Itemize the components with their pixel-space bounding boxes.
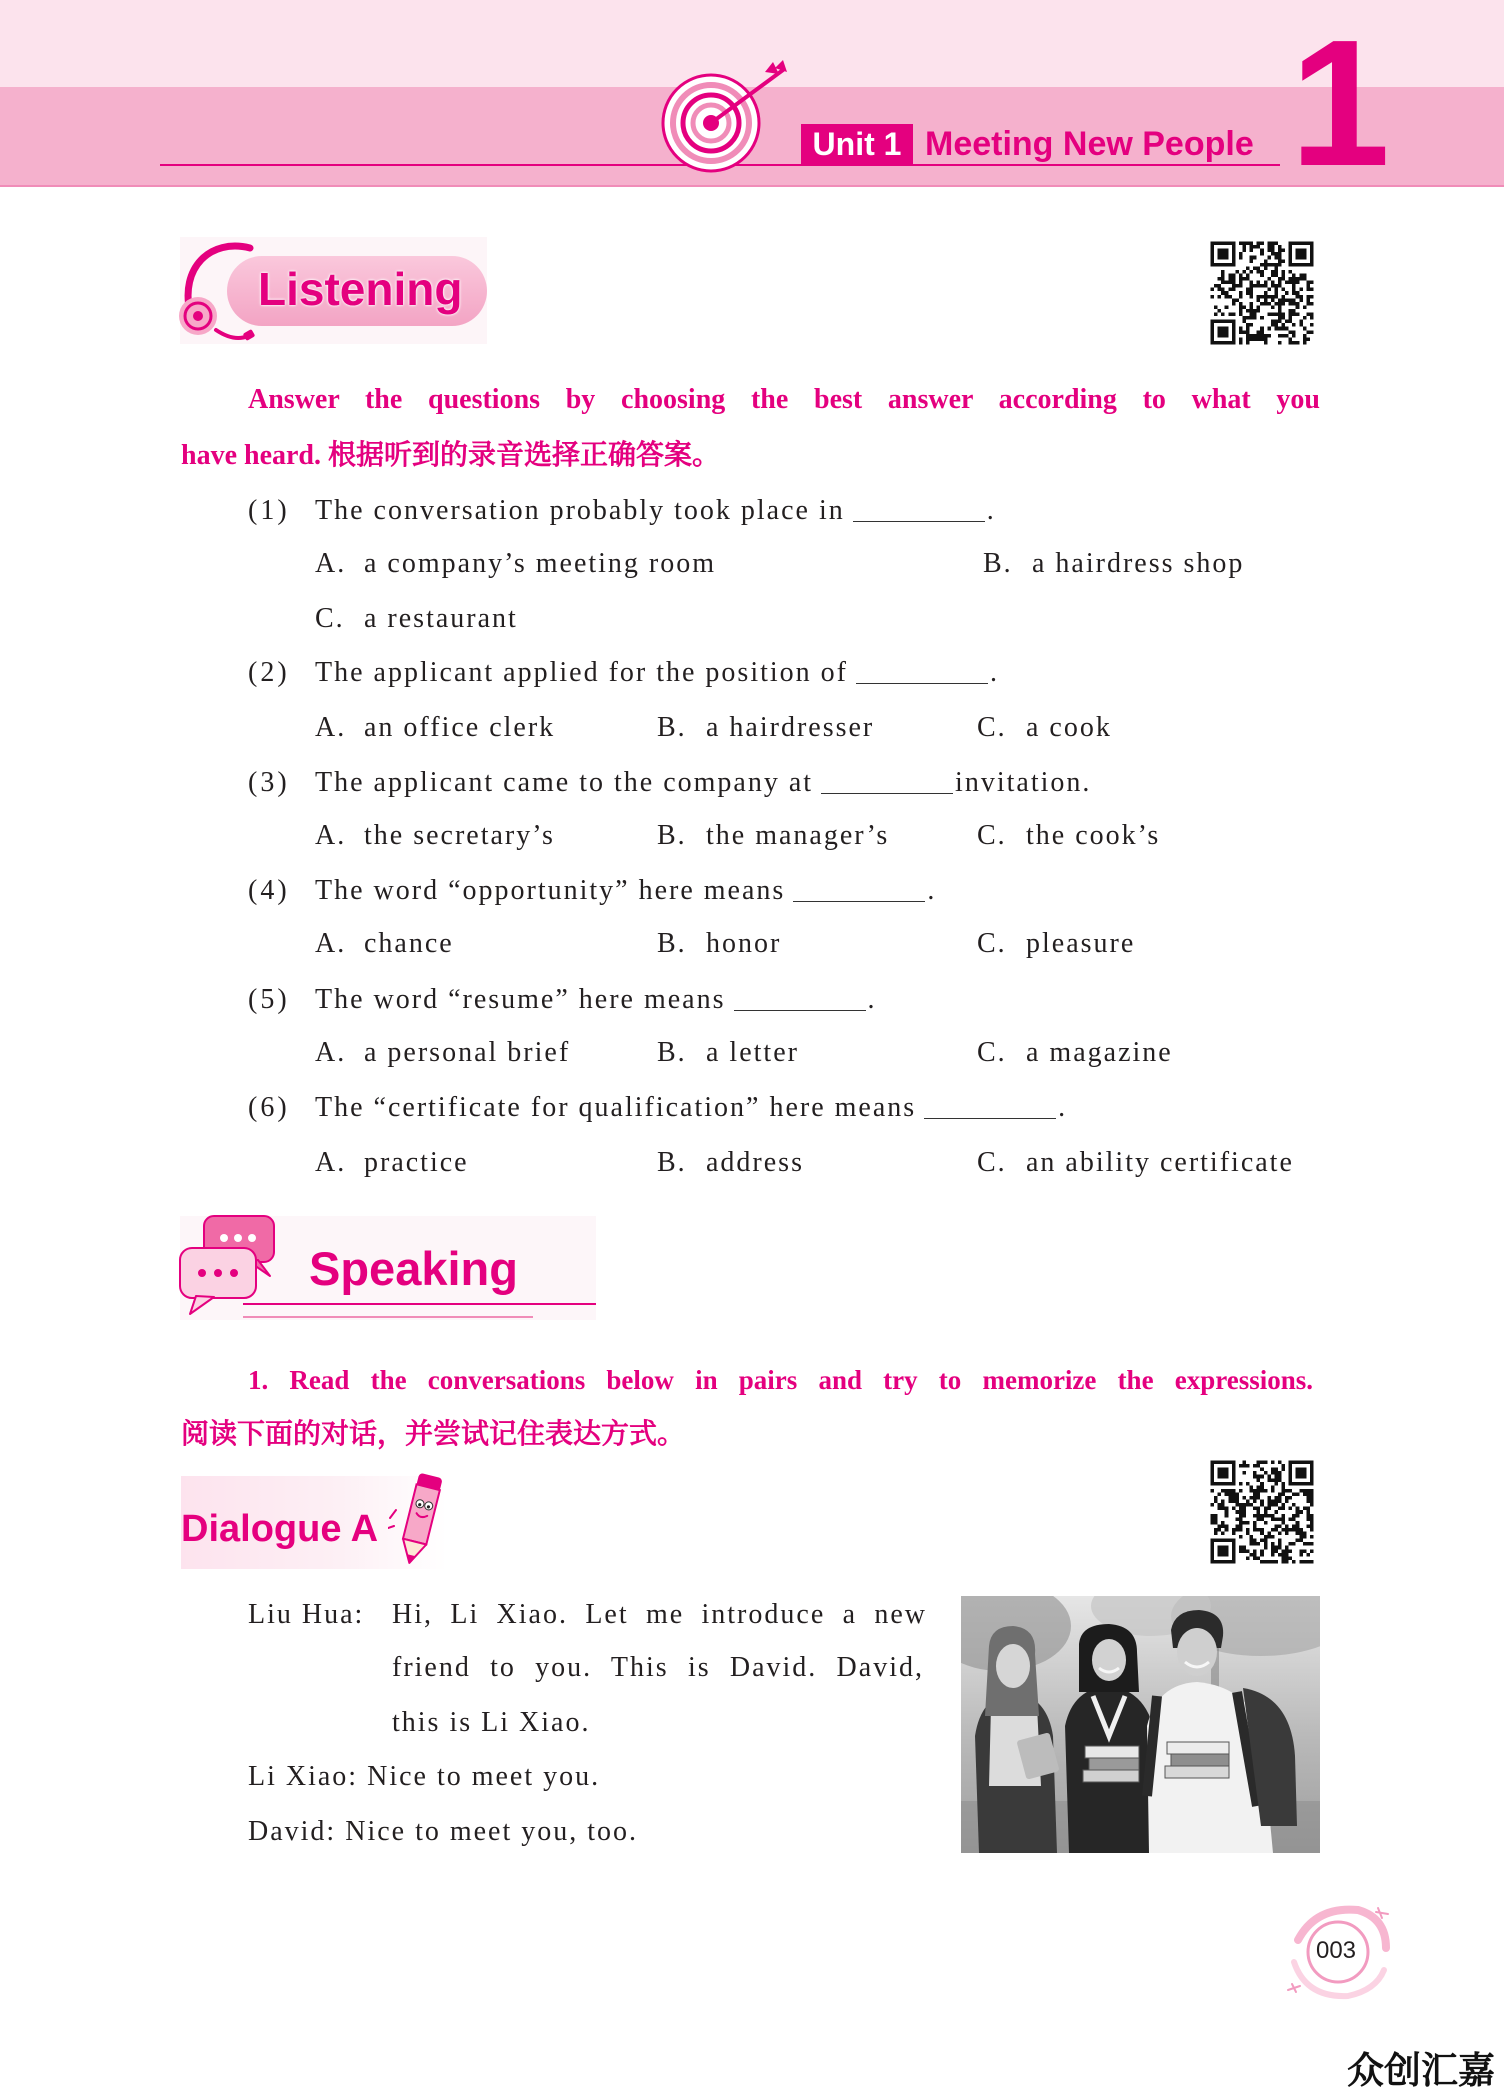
dialogue-line: Nice to meet you. — [367, 1761, 601, 1792]
speaking-instruction-line-1: 1. Read the conversations below in pairs and try to memorize the expressions. — [248, 1365, 1313, 1395]
option-label: B. — [657, 1147, 687, 1178]
target-icon — [655, 58, 795, 180]
header-band-edge — [0, 185, 1504, 187]
answer-blank — [853, 497, 985, 522]
question-stem: The word “resume” here means — [315, 984, 726, 1015]
option-text: the secretary’s — [364, 820, 555, 851]
option-label: A. — [315, 548, 347, 579]
option-label: B. — [657, 820, 687, 851]
option-3c — [977, 816, 1160, 856]
option-text: a company’s meeting room — [364, 548, 717, 579]
option-text: a personal brief — [364, 1037, 571, 1068]
qr-code — [1207, 1456, 1317, 1568]
option-2c — [977, 708, 1112, 748]
option-text: an ability certificate — [1026, 1147, 1294, 1178]
option-6b — [657, 1143, 804, 1183]
question-stem: The word “opportunity” here means — [315, 875, 786, 906]
unit-label: Unit 1 — [801, 124, 913, 164]
option-label: C. — [977, 928, 1007, 959]
question-number: (2) — [248, 657, 290, 688]
question-1 — [248, 491, 996, 531]
option-text: address — [706, 1147, 804, 1178]
listening-instruction-line-1: Answer the questions by choosing the best answer according to what you — [248, 384, 1320, 415]
option-5c — [977, 1033, 1173, 1073]
option-label: B. — [983, 548, 1013, 579]
dialogue-speaker-li-xiao: Li Xiao: — [248, 1761, 359, 1792]
option-text: the manager’s — [706, 820, 890, 851]
listening-title: Listening — [258, 263, 463, 315]
question-stem: The “certificate for qualification” here means — [315, 1092, 917, 1123]
option-5a — [315, 1033, 570, 1073]
question-number: (3) — [248, 767, 290, 798]
question-number: (1) — [248, 495, 290, 526]
question-3 — [248, 763, 1091, 803]
speaking-instruction-line-2: 阅读下面的对话，并尝试记住表达方式。 — [181, 1419, 686, 1450]
option-text: practice — [364, 1147, 469, 1178]
option-label: A. — [315, 928, 347, 959]
unit-number: 1 — [1290, 3, 1391, 204]
answer-blank — [856, 659, 988, 684]
qr-code — [1207, 237, 1317, 349]
dialogue-speaker-david: David: — [248, 1816, 337, 1847]
option-text: pleasure — [1026, 928, 1136, 959]
dialogue-title: Dialogue A — [181, 1508, 379, 1550]
dialogue-line: this is Li Xiao. — [392, 1707, 591, 1738]
option-text: a hairdress shop — [1032, 548, 1245, 579]
answer-blank — [793, 877, 925, 902]
option-5b — [657, 1033, 799, 1073]
option-label: B. — [657, 712, 687, 743]
option-4c — [977, 924, 1135, 964]
option-label: C. — [977, 820, 1007, 851]
option-label: C. — [977, 712, 1007, 743]
dialogue-speaker-liu-hua: Liu Hua: — [248, 1599, 365, 1630]
option-text: a hairdresser — [706, 712, 875, 743]
option-2a — [315, 708, 555, 748]
option-1a — [315, 544, 716, 584]
question-number: (5) — [248, 984, 290, 1015]
option-1c — [315, 599, 518, 639]
question-ending: . — [1058, 1092, 1068, 1123]
option-text: a restaurant — [364, 603, 518, 634]
question-stem: The applicant came to the company at — [315, 767, 814, 798]
dialogue-row-david — [248, 1812, 638, 1852]
question-2 — [248, 653, 999, 693]
answer-blank — [821, 769, 953, 794]
listening-instruction-line-2: have heard. 根据听到的录音选择正确答案。 — [181, 440, 721, 471]
option-text: a magazine — [1026, 1037, 1173, 1068]
option-label: C. — [977, 1147, 1007, 1178]
question-6 — [248, 1088, 1067, 1128]
option-4b — [657, 924, 781, 964]
answer-blank — [734, 986, 866, 1011]
students-photo — [961, 1596, 1320, 1853]
question-5 — [248, 980, 877, 1020]
question-4 — [248, 871, 936, 911]
option-label: B. — [657, 1037, 687, 1068]
pencil-icon — [388, 1470, 450, 1570]
option-label: A. — [315, 712, 347, 743]
option-text: a letter — [706, 1037, 799, 1068]
option-text: chance — [364, 928, 454, 959]
option-text: a cook — [1026, 712, 1112, 743]
unit-title: Meeting New People — [925, 125, 1254, 163]
option-label: C. — [315, 603, 345, 634]
option-1b — [983, 544, 1244, 584]
speaking-underline — [243, 1303, 596, 1305]
dialogue-row-li-xiao — [248, 1757, 600, 1797]
option-label: A. — [315, 1037, 347, 1068]
option-6c — [977, 1143, 1294, 1183]
option-4a — [315, 924, 454, 964]
question-ending: invitation. — [955, 767, 1092, 798]
question-number: (4) — [248, 875, 290, 906]
question-number: (6) — [248, 1092, 290, 1123]
option-6a — [315, 1143, 469, 1183]
answer-blank — [924, 1094, 1056, 1119]
question-stem: The conversation probably took place in — [315, 495, 845, 526]
question-stem: The applicant applied for the position of — [315, 657, 848, 688]
option-label: A. — [315, 820, 347, 851]
question-ending: . — [927, 875, 937, 906]
option-label: B. — [657, 928, 687, 959]
option-text: the cook’s — [1026, 820, 1161, 851]
dialogue-line: friend to you. This is David. David, — [392, 1652, 924, 1683]
question-ending: . — [986, 495, 996, 526]
option-3a — [315, 816, 555, 856]
speaking-title: Speaking — [309, 1242, 518, 1295]
option-3b — [657, 816, 889, 856]
option-label: A. — [315, 1147, 347, 1178]
watermark: 众创汇嘉 — [1347, 2049, 1495, 2092]
dialogue-line: Nice to meet you, too. — [345, 1816, 639, 1847]
dialogue-line: Hi, Li Xiao. Let me introduce a new — [392, 1599, 927, 1630]
question-ending: . — [989, 657, 999, 688]
speaking-underline-short — [243, 1316, 533, 1318]
option-text: honor — [706, 928, 782, 959]
option-2b — [657, 708, 874, 748]
question-ending: . — [867, 984, 877, 1015]
option-text: an office clerk — [364, 712, 556, 743]
option-label: C. — [977, 1037, 1007, 1068]
page-number: 003 — [1315, 1937, 1357, 1964]
